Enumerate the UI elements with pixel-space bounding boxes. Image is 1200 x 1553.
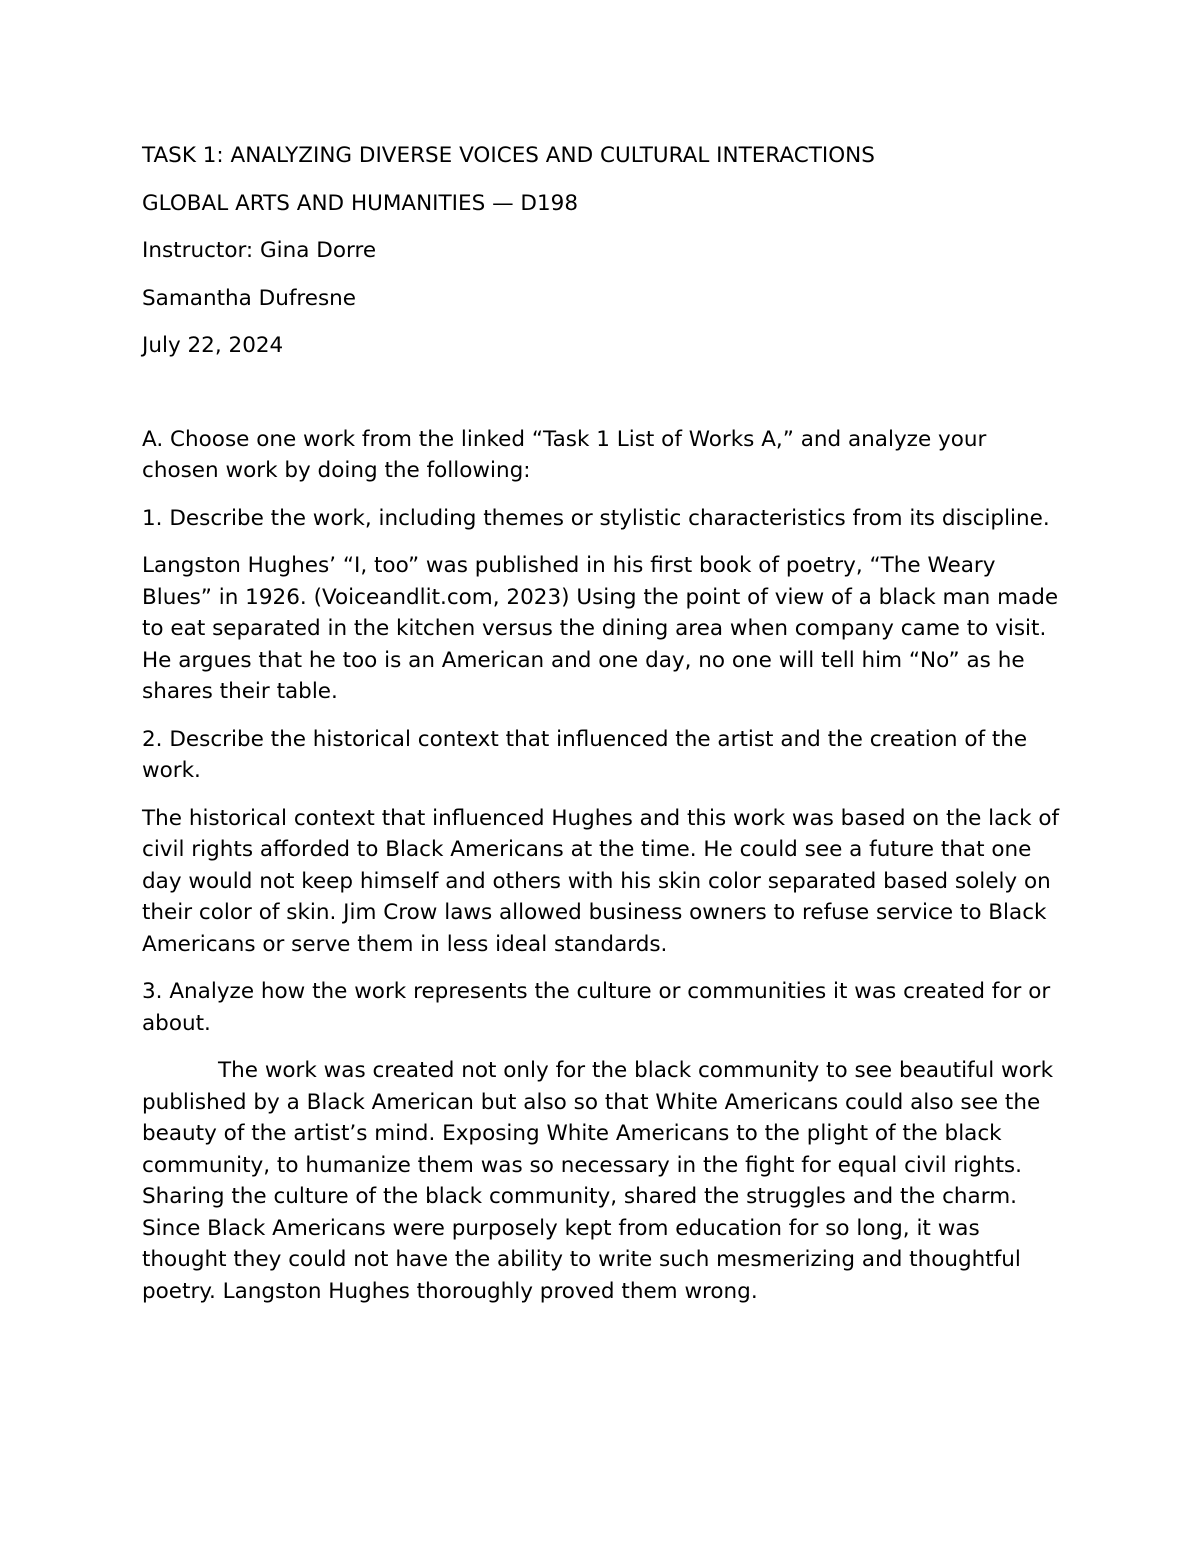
question-3: 3. Analyze how the work represents the culture or communities it was created for or about. bbox=[142, 979, 1051, 1036]
course-title: GLOBAL ARTS AND HUMANITIES — D198 bbox=[142, 190, 578, 216]
answer-2: The historical context that influenced Hughes and this work was based on the lack of civil rights afforded to Black Americans at the time. He could see a future that one day would not keep himself and others with his skin color separated based solely on their color of skin. Jim Crow laws allowed business owners to refuse service to Black Americans or serve them in less ideal standards. bbox=[142, 805, 1060, 957]
answer-1: Langston Hughes’ “I, too” was published in his first book of poetry, “The Weary Blues” in 1926. (Voiceandlit.com, 2023) Using the point of view of a black man made to eat separated in the kitchen versus the dining area when company came to visit. He argues that he too is an American and one day, no one will tell him “No” as he shares their table. bbox=[142, 553, 1059, 704]
question-1: 1. Describe the work, including themes or stylistic characteristics from its discipline. bbox=[142, 505, 1050, 531]
document-content bbox=[142, 140, 1062, 1323]
answer-3: The work was created not only for the black community to see beautiful work published by a Black American but also so that White Americans could also see the beauty of the artist’s mind. Exposing White Americans to the plight of the black community, to humanize them was so necessary in the fight for equal civil rights. Sharing the culture of the black community, shared the struggles and the charm. Since Black Americans were purposely kept from education for so long, it was thought they could not have the ability to write such mesmerizing and thoughtful poetry. Langston Hughes thoroughly proved them wrong. bbox=[142, 1058, 1054, 1304]
document-date: July 22, 2024 bbox=[142, 333, 284, 358]
task-title: TASK 1: ANALYZING DIVERSE VOICES AND CULTURAL INTERACTIONS bbox=[142, 143, 875, 168]
student-name: Samantha Dufresne bbox=[142, 285, 357, 311]
question-2: 2. Describe the historical context that influenced the artist and the creation of the work. bbox=[142, 726, 1028, 783]
instructor-line: Instructor: Gina Dorre bbox=[142, 238, 377, 263]
prompt-a: A. Choose one work from the linked “Task 1 List of Works A,” and analyze your chosen work by doing the following: bbox=[142, 426, 987, 483]
